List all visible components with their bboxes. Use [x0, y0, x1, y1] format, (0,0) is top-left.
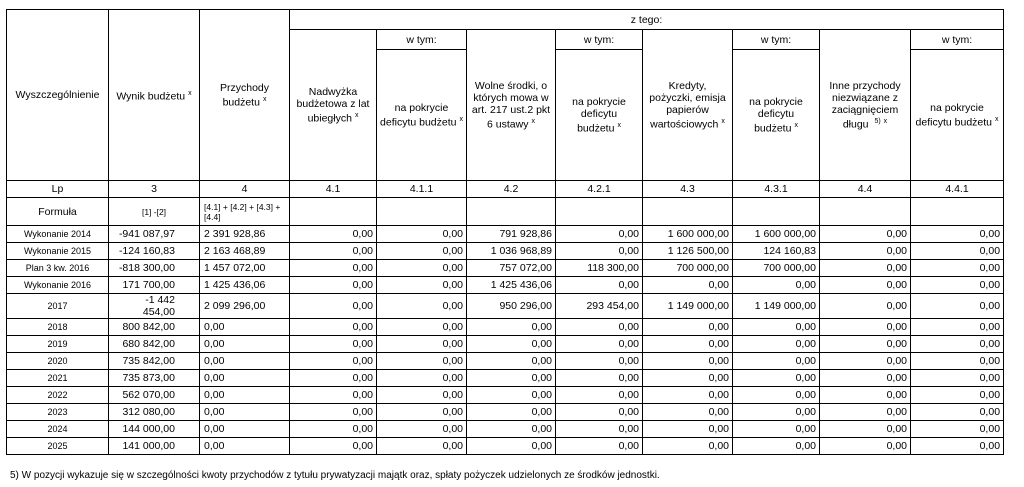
header-w-tym-1: w tym: — [377, 30, 467, 50]
table-cell: 0,00 — [290, 421, 377, 438]
table-cell: 0,00 — [733, 277, 820, 294]
table-cell: 735 873,00 — [109, 370, 200, 387]
table-cell: 0,00 — [820, 336, 911, 353]
table-cell: 0,00 — [911, 370, 1004, 387]
row-label: 2019 — [7, 336, 109, 353]
table-cell: 0,00 — [733, 438, 820, 455]
table-cell: 0,00 — [556, 277, 643, 294]
table-cell: 0,00 — [467, 421, 556, 438]
lp-row — [7, 181, 1004, 198]
table-row — [7, 438, 1004, 455]
lp-cell: 4.2 — [467, 181, 556, 198]
table-cell: 124 160,83 — [733, 243, 820, 260]
formula-empty — [290, 198, 377, 226]
table-cell: 0,00 — [556, 404, 643, 421]
table-cell: 0,00 — [467, 336, 556, 353]
table-row — [7, 353, 1004, 370]
formula-empty — [467, 198, 556, 226]
lp-cell: 4 — [200, 181, 290, 198]
table-cell: 0,00 — [556, 336, 643, 353]
table-cell: 0,00 — [733, 319, 820, 336]
table-row — [7, 226, 1004, 243]
table-cell: 0,00 — [556, 370, 643, 387]
header-w-tym-4: w tym: — [911, 30, 1004, 50]
header-inne-przychody: Inne przychody niezwiązane z zaciągnięciem długu $^{5)}$ $^x$ — [820, 30, 911, 181]
formula-row — [7, 198, 1004, 226]
table-cell: 1 457 072,00 — [200, 260, 290, 277]
table-cell: 0,00 — [377, 438, 467, 455]
footnote: 5) W pozycji wykazuje się w szczególności kwoty przychodów z tytułu prywatyzacji majątk oraz, spłaty pożyczek udzielonych ze środków jednostki. — [10, 470, 660, 481]
header-nadwyzka: Nadwyżka budżetowa z lat ubiegłych $^x$ — [290, 30, 377, 181]
row-label: 2024 — [7, 421, 109, 438]
table-cell: 0,00 — [467, 438, 556, 455]
table-cell: 0,00 — [911, 226, 1004, 243]
table-cell: 0,00 — [820, 421, 911, 438]
table-cell: 0,00 — [377, 336, 467, 353]
table-cell: 0,00 — [911, 404, 1004, 421]
table-cell: 0,00 — [820, 294, 911, 319]
table-cell: 0,00 — [643, 438, 733, 455]
table-cell: 0,00 — [290, 370, 377, 387]
table-cell: 0,00 — [820, 260, 911, 277]
table-cell: 1 425 436,06 — [200, 277, 290, 294]
row-label: 2025 — [7, 438, 109, 455]
table-cell: 312 080,00 — [109, 404, 200, 421]
table-row — [7, 370, 1004, 387]
table-cell: 0,00 — [377, 260, 467, 277]
table-cell: -1 442 454,00 — [109, 294, 200, 319]
row-label: 2020 — [7, 353, 109, 370]
lp-cell: 3 — [109, 181, 200, 198]
table-cell: 0,00 — [911, 319, 1004, 336]
table-cell: 0,00 — [643, 404, 733, 421]
table-cell: 0,00 — [911, 294, 1004, 319]
table-cell: 0,00 — [467, 404, 556, 421]
table-cell: 0,00 — [290, 353, 377, 370]
lp-cell: 4.4.1 — [911, 181, 1004, 198]
table-cell: 680 842,00 — [109, 336, 200, 353]
table-cell: 1 149 000,00 — [733, 294, 820, 319]
header-w-tym-3: w tym: — [733, 30, 820, 50]
table-row — [7, 336, 1004, 353]
table-row — [7, 243, 1004, 260]
table-cell: 0,00 — [556, 421, 643, 438]
table-cell: 2 099 296,00 — [200, 294, 290, 319]
header-z-tego: z tego: — [290, 10, 1004, 30]
table-cell: 0,00 — [556, 387, 643, 404]
table-cell: 0,00 — [290, 277, 377, 294]
row-label: Wykonanie 2015 — [7, 243, 109, 260]
table-cell: 0,00 — [556, 438, 643, 455]
lp-cell: Lp — [7, 181, 109, 198]
table-cell: 0,00 — [377, 319, 467, 336]
table-cell: 2 391 928,86 — [200, 226, 290, 243]
table-cell: 0,00 — [911, 243, 1004, 260]
table-cell: 0,00 — [200, 353, 290, 370]
header-na-pokrycie-1: na pokrycie deficytu budżetu $^x$ — [377, 50, 467, 181]
table-row — [7, 260, 1004, 277]
header-na-pokrycie-4: na pokrycie deficytu budżetu $^x$ — [911, 50, 1004, 181]
table-cell: 144 000,00 — [109, 421, 200, 438]
table-cell: 0,00 — [467, 353, 556, 370]
table-cell: 0,00 — [911, 421, 1004, 438]
header-wyszczegolnienie: Wyszczególnienie — [7, 10, 109, 181]
table-cell: 0,00 — [200, 319, 290, 336]
table-cell: 0,00 — [377, 277, 467, 294]
table-row — [7, 294, 1004, 319]
formula-empty — [556, 198, 643, 226]
table-cell: 0,00 — [733, 353, 820, 370]
table-cell: 2 163 468,89 — [200, 243, 290, 260]
table-cell: 0,00 — [820, 243, 911, 260]
formula-empty — [733, 198, 820, 226]
header-wolne-srodki: Wolne środki, o których mowa w art. 217 ust.2 pkt 6 ustawy $^x$ — [467, 30, 556, 181]
table-cell: 0,00 — [200, 370, 290, 387]
table-cell: 0,00 — [467, 370, 556, 387]
formula-label: Formuła — [7, 198, 109, 226]
formula-wynik: [1] -[2] — [109, 198, 200, 226]
table-cell: 293 454,00 — [556, 294, 643, 319]
table-row — [7, 387, 1004, 404]
table-cell: 0,00 — [820, 353, 911, 370]
table-cell: 0,00 — [911, 353, 1004, 370]
table-cell: 118 300,00 — [556, 260, 643, 277]
table-cell: 0,00 — [290, 243, 377, 260]
table-cell: 562 070,00 — [109, 387, 200, 404]
table-cell: 0,00 — [911, 336, 1004, 353]
table-cell: 0,00 — [377, 243, 467, 260]
table-cell: 1 600 000,00 — [733, 226, 820, 243]
table-cell: 0,00 — [290, 336, 377, 353]
row-label: 2023 — [7, 404, 109, 421]
lp-cell: 4.4 — [820, 181, 911, 198]
row-label: Wykonanie 2016 — [7, 277, 109, 294]
formula-empty — [911, 198, 1004, 226]
table-cell: 0,00 — [733, 370, 820, 387]
table-row — [7, 404, 1004, 421]
table-cell: 0,00 — [820, 404, 911, 421]
formula-przychody: [4.1] + [4.2] + [4.3] + [4.4] — [200, 198, 290, 226]
table-cell: 1 126 500,00 — [643, 243, 733, 260]
table-cell: 0,00 — [820, 319, 911, 336]
table-cell: 0,00 — [290, 404, 377, 421]
row-label: 2017 — [7, 294, 109, 319]
table-cell: 0,00 — [290, 387, 377, 404]
lp-cell: 4.1.1 — [377, 181, 467, 198]
table-cell: 0,00 — [733, 404, 820, 421]
row-label: Wykonanie 2014 — [7, 226, 109, 243]
table-cell: 700 000,00 — [733, 260, 820, 277]
table-row — [7, 277, 1004, 294]
header-wynik-budzetu: Wynik budżetu $^x$ — [109, 10, 200, 181]
table-cell: 0,00 — [643, 387, 733, 404]
row-label: Plan 3 kw. 2016 — [7, 260, 109, 277]
table-cell: -124 160,83 — [109, 243, 200, 260]
table-cell: 0,00 — [556, 353, 643, 370]
table-cell: 1 425 436,06 — [467, 277, 556, 294]
table-cell: 791 928,86 — [467, 226, 556, 243]
table-cell: 0,00 — [467, 319, 556, 336]
table-cell: 0,00 — [377, 294, 467, 319]
lp-cell: 4.3.1 — [733, 181, 820, 198]
table-cell: 0,00 — [556, 319, 643, 336]
table-cell: 0,00 — [820, 438, 911, 455]
table-cell: 0,00 — [733, 421, 820, 438]
header-kredyty: Kredyty, pożyczki, emisja papierów wartościowych $^x$ — [643, 30, 733, 181]
table-cell: 0,00 — [643, 277, 733, 294]
row-label: 2021 — [7, 370, 109, 387]
row-label: 2022 — [7, 387, 109, 404]
table-cell: 0,00 — [820, 387, 911, 404]
table-cell: 0,00 — [733, 387, 820, 404]
table-cell: 800 842,00 — [109, 319, 200, 336]
table-cell: 0,00 — [820, 370, 911, 387]
table-cell: -941 087,97 — [109, 226, 200, 243]
table-cell: 700 000,00 — [643, 260, 733, 277]
table-cell: 0,00 — [290, 226, 377, 243]
table-cell: 0,00 — [643, 421, 733, 438]
table-cell: 141 000,00 — [109, 438, 200, 455]
table-cell: 0,00 — [377, 404, 467, 421]
table-cell: 0,00 — [200, 387, 290, 404]
table-cell: 1 600 000,00 — [643, 226, 733, 243]
table-cell: 0,00 — [556, 226, 643, 243]
formula-empty — [820, 198, 911, 226]
lp-cell: 4.1 — [290, 181, 377, 198]
table-cell: 735 842,00 — [109, 353, 200, 370]
table-cell: 0,00 — [911, 387, 1004, 404]
table-cell: 0,00 — [290, 294, 377, 319]
formula-empty — [377, 198, 467, 226]
header-w-tym-2: w tym: — [556, 30, 643, 50]
table-cell: 1 036 968,89 — [467, 243, 556, 260]
table-row — [7, 421, 1004, 438]
table-cell: 0,00 — [911, 260, 1004, 277]
table-cell: 0,00 — [467, 387, 556, 404]
table-cell: 0,00 — [820, 226, 911, 243]
table-cell: 0,00 — [820, 277, 911, 294]
table-cell: 0,00 — [200, 438, 290, 455]
table-cell: 0,00 — [290, 438, 377, 455]
header-na-pokrycie-3: na pokrycie deficytu budżetu $^x$ — [733, 50, 820, 181]
table-cell: 0,00 — [377, 353, 467, 370]
table-cell: 0,00 — [200, 336, 290, 353]
table-cell: 0,00 — [643, 319, 733, 336]
table-cell: 0,00 — [643, 353, 733, 370]
table-cell: 0,00 — [733, 336, 820, 353]
table-cell: 0,00 — [377, 226, 467, 243]
lp-cell: 4.2.1 — [556, 181, 643, 198]
table-cell: -818 300,00 — [109, 260, 200, 277]
row-label: 2018 — [7, 319, 109, 336]
header-przychody-budzetu: Przychody budżetu $^x$ — [200, 10, 290, 181]
table-cell: 171 700,00 — [109, 277, 200, 294]
table-cell: 0,00 — [911, 277, 1004, 294]
table-cell: 0,00 — [643, 336, 733, 353]
table-cell: 0,00 — [377, 387, 467, 404]
table-cell: 0,00 — [911, 438, 1004, 455]
lp-cell: 4.3 — [643, 181, 733, 198]
table-cell: 0,00 — [377, 421, 467, 438]
table-cell: 0,00 — [200, 421, 290, 438]
table-cell: 0,00 — [200, 404, 290, 421]
table-row — [7, 319, 1004, 336]
table-cell: 757 072,00 — [467, 260, 556, 277]
table-cell: 0,00 — [556, 243, 643, 260]
table-cell: 0,00 — [290, 319, 377, 336]
table-cell: 950 296,00 — [467, 294, 556, 319]
budget-table — [6, 9, 1004, 455]
table-cell: 0,00 — [290, 260, 377, 277]
table-cell: 0,00 — [643, 370, 733, 387]
formula-empty — [643, 198, 733, 226]
table-cell: 0,00 — [377, 370, 467, 387]
header-na-pokrycie-2: na pokrycie deficytu budżetu $^x$ — [556, 50, 643, 181]
table-cell: 1 149 000,00 — [643, 294, 733, 319]
